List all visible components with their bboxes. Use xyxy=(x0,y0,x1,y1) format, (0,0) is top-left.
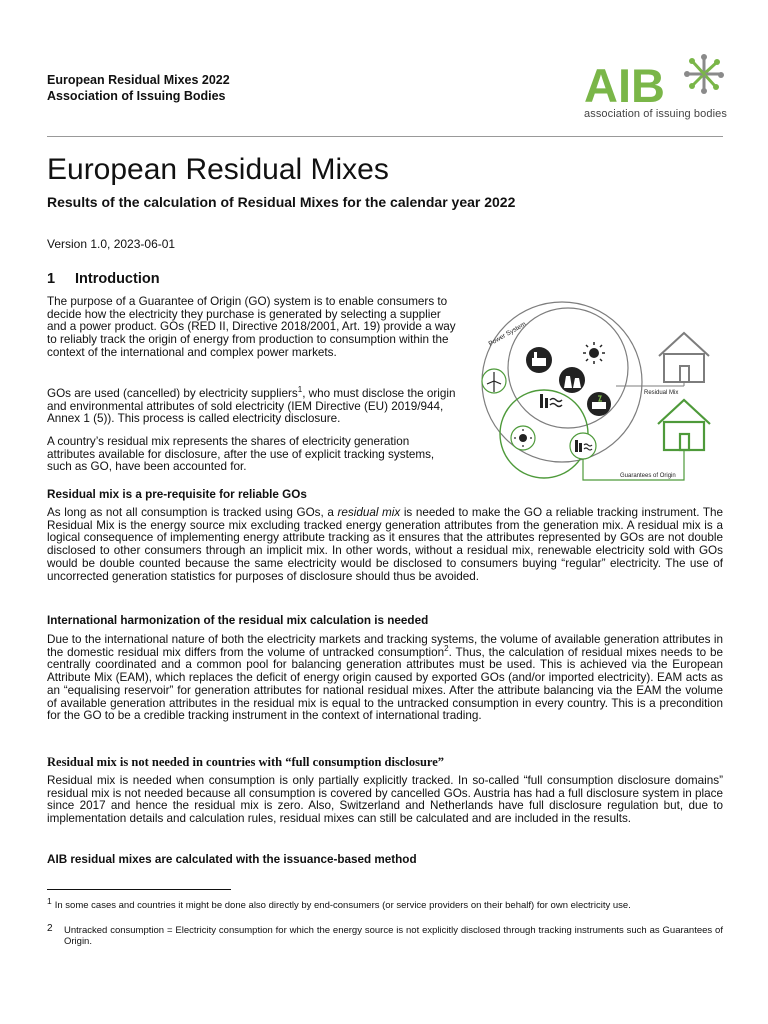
section-title: Introduction xyxy=(75,271,160,287)
subheading-prerequisite: Residual mix is a pre-requisite for reliable GOs xyxy=(47,488,307,501)
intro-paragraph-1: The purpose of a Guarantee of Origin (GO) system is to enable consumers to decide how the electricity they purchase is generated by selecting a supplier and a power product. GOs (RED II, Directive 2018/2001, Art. 19) provide a way to reliably track the origin of energy from production to consumption within the context of the international and complex power markets. xyxy=(47,295,456,359)
aib-star-icon xyxy=(684,54,724,94)
document-subtitle: Results of the calculation of Residual Mixes for the calendar year 2022 xyxy=(47,194,516,210)
footnote-2-number: 2 xyxy=(47,923,53,934)
intro-paragraph-2: GOs are used (cancelled) by electricity suppliers$^1$, who must disclose the origin and environmental attributes of sold electricity (IEM Directive (EU) 2019/944, Annex 1 (5)). This process is called electricity disclosure. xyxy=(47,385,456,426)
factory-icon-1 xyxy=(526,347,552,373)
house-icon-residual xyxy=(659,333,709,382)
residual-mix-label: Residual Mix xyxy=(644,390,679,396)
header-divider xyxy=(47,136,723,137)
footnote-1: 1 In some cases and countries it might be done also directly by end-consumers (or service providers on their behalf) for own electricity use. xyxy=(47,895,631,911)
running-header-title: European Residual Mixes 2022 xyxy=(47,73,230,87)
section-number: 1 xyxy=(47,271,56,287)
version-line: Version 1.0, 2023-06-01 xyxy=(47,237,176,251)
aib-logo-wordmark: AIB xyxy=(584,59,665,112)
running-header-org: Association of Issuing Bodies xyxy=(47,89,226,103)
sun-icon-1 xyxy=(583,342,605,364)
sun-icon-2 xyxy=(511,426,535,450)
footnote-2 xyxy=(47,925,723,947)
factory-icon-2 xyxy=(587,392,611,416)
house-icon-go xyxy=(658,400,710,450)
hydro-icon-1 xyxy=(540,394,562,408)
footnote-2-text: Untracked consumption = Electricity consumption for which the energy source is not explicitly disclosed through tracking instruments such as Guarantees of Origin. xyxy=(64,925,723,947)
wind-turbine-icon xyxy=(482,369,506,393)
paragraph-full-disclosure: Residual mix is needed when consumption is only partially explicitly tracked. In so-called “full consumption disclosure domains” residual mix is not needed because all consumption is covered by cancelled GOs. Austria has had a full disclosure system in place since 2017 and hence the residual mix is zero. Also, Switzerland and Netherlands have full disclosure regulation but, due to implementation details and calculation rules, residual mixes can still be calculated and are included in the results. xyxy=(47,774,723,826)
nuclear-plant-icon xyxy=(559,367,585,393)
subheading-issuance-method: AIB residual mixes are calculated with the issuance-based method xyxy=(47,853,417,866)
paragraph-prerequisite: As long as not all consumption is tracked using GOs, a residual mix is needed to make the GO a reliable tracking instrument. The Residual Mix is the energy source mix excluding tracked energy generation attributes from the generation mix. A residual mix is a logical consequence of implementing energy attribute tracking as it ensures that the attributes represented by GOs are not double disclosed to other consumers through an implicit mix. In other words, without a residual mix, renewable electricity sold with GOs would be double counted because the same electricity would be disclosed to consumers buying “regular” electricity. The use of uncorrected generation statistics for purposes of disclosure should thus be avoided. xyxy=(47,506,723,583)
hydro-icon-2 xyxy=(570,433,596,459)
intro-paragraph-3: A country’s residual mix represents the shares of electricity generation attributes available for disclosure, after the use of explicit tracking systems, such as GO, have been accounted for. xyxy=(47,435,435,474)
subheading-harmonization: International harmonization of the residual mix calculation is needed xyxy=(47,614,429,627)
footnote-divider xyxy=(47,889,231,890)
aib-logo-subtitle: association of issuing bodies xyxy=(584,108,727,120)
document-title: European Residual Mixes xyxy=(47,153,389,186)
power-system-diagram xyxy=(476,296,722,492)
guarantees-of-origin-label: Guarantees of Origin xyxy=(620,473,676,479)
power-system-label: Power System xyxy=(487,320,528,348)
subheading-full-disclosure: Residual mix is not needed in countries with “full consumption disclosure” xyxy=(47,755,445,769)
paragraph-harmonization: Due to the international nature of both the electricity markets and tracking systems, the volume of available generation attributes in the domestic residual mix differs from the volume of untracked consumption$^2$. Thus, the calculation of residual mixes needs to be centrally coordinated and a common pool for balancing generation attributes must be used. This is achieved via the European Attribute Mix (EAM), which replaces the deficit of energy origin caused by exported GOs (and/or imported electricity). EAM acts as an “equalising reservoir” for generation attributes for national residual mixes. After the attribute balancing via the EAM the volume of available generation attributes in the residual mix is equal to the untracked consumption in every country. This is a precondition for the GO to be a credible tracking instrument in the context of international trading. xyxy=(47,633,723,723)
